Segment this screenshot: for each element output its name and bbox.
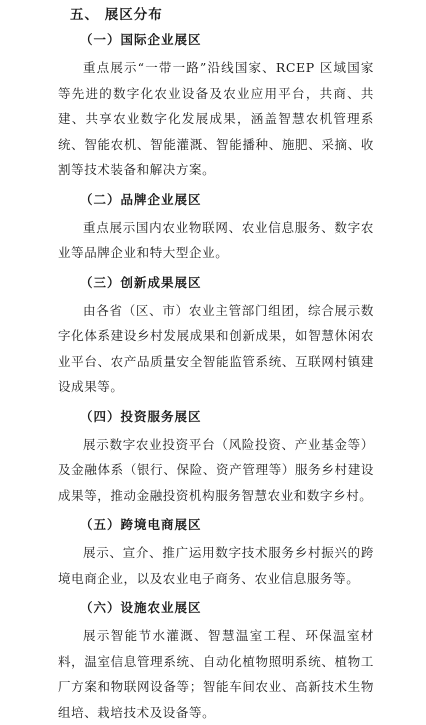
subsection-heading-brand: （二）品牌企业展区 [80, 191, 202, 207]
subsection-heading-innovation: （三）创新成果展区 [80, 274, 202, 290]
section-title: 五、 展区分布 [70, 7, 163, 23]
subsection-heading-ecommerce: （五）跨境电商展区 [80, 517, 202, 532]
subsection-text-international: 重点展示“一带一路”沿线国家、RCEP 区域国家等先进的数字化农业设备及农业应用平台，共商、共建、共享农业数字化发展成果，涵盖智慧农机管理系统、智能农机、智能灌溉、智能播种、施肥、采摘、收割等技术装备和解决方案。 [58, 60, 374, 177]
subsection-text-brand: 重点展示国内农业物联网、农业信息服务、数字农业等品牌企业和特大型企业。 [58, 219, 374, 260]
subsection-heading-investment: （四）投资服务展区 [80, 408, 202, 424]
subsection-text-investment: 展示数字农业投资平台（风险投资、产业基金等）及金融体系（银行、保险、资产管理等）服务乡村建设成果等，推动金融投资机构服务智慧农业和数字乡村。 [58, 436, 374, 503]
subsection-heading-facility: （六）设施农业展区 [80, 600, 202, 615]
subsection-text-facility: 展示智能节水灌溉、智慧温室工程、环保温室材料，温室信息管理系统、自动化植物照明系统、植物工厂方案和物联网设备等；智能车间农业、高新技术生物组培、栽培技术及设备等。 [58, 628, 374, 720]
subsection-text-innovation: 由各省（区、市）农业主管部门组团，综合展示数字化体系建设乡村发展成果和创新成果，如智慧休闲农业平台、农产品质量安全智能监管系统、互联网村镇建设成果等。 [58, 302, 374, 394]
subsection-heading-international: （一）国际企业展区 [80, 32, 202, 47]
subsection-text-ecommerce: 展示、宣介、推广运用数字技术服务乡村振兴的跨境电商企业，以及农业电子商务、农业信息服务等。 [58, 545, 374, 586]
